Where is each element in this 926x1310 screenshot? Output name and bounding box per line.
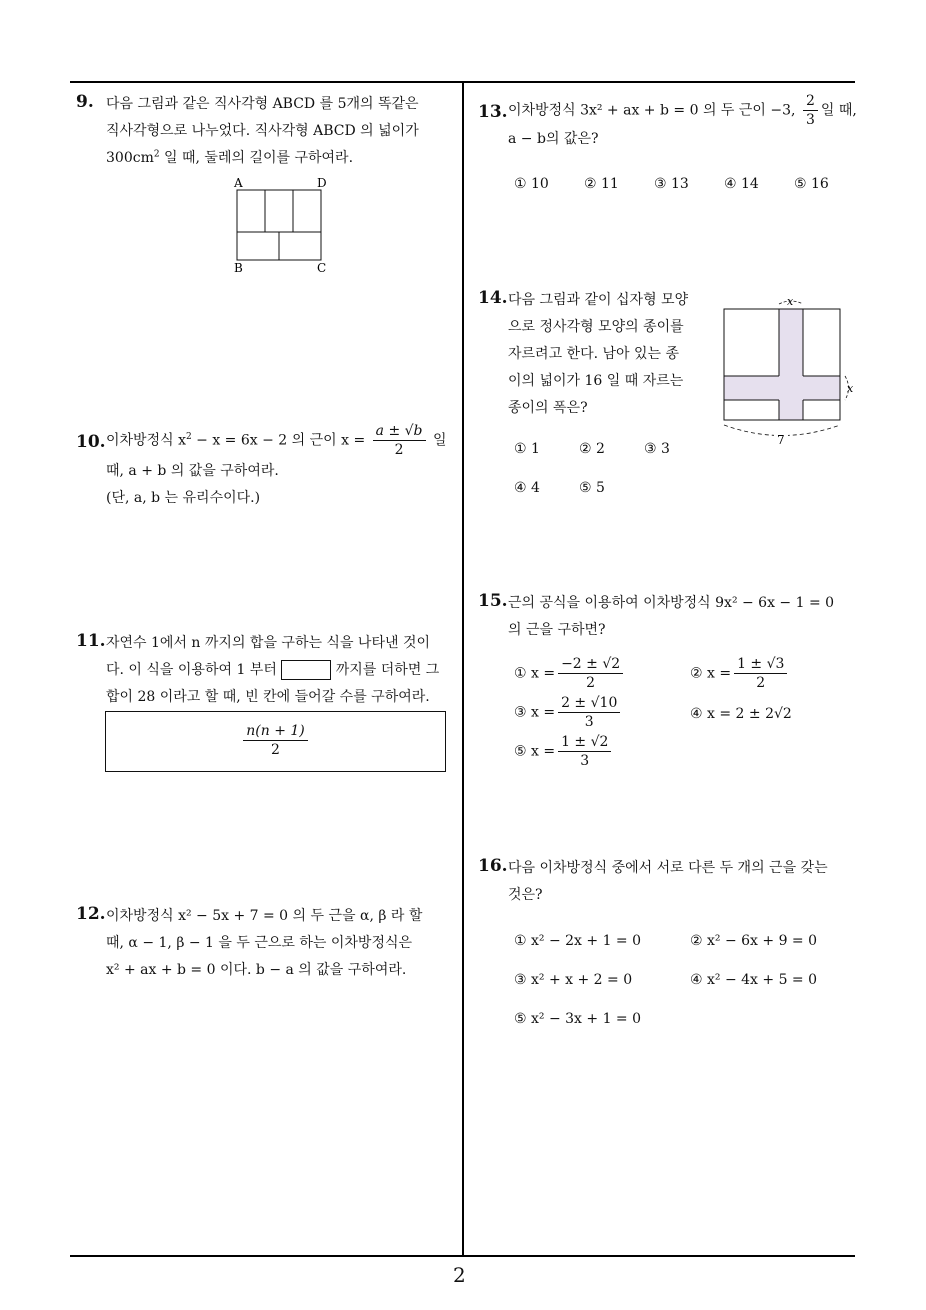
problem-text-line: 근의 공식을 이용하여 이차방정식 9x² − 6x − 1 = 0 bbox=[508, 595, 835, 611]
choice-4: ④ x² − 4x + 5 = 0 bbox=[690, 972, 818, 988]
choice-1: ① x = $\frac{-2 \pm √2}{2}$ bbox=[514, 655, 626, 692]
problem-number: 12. bbox=[76, 904, 106, 924]
problem-text-line: 것은? bbox=[508, 887, 543, 903]
choice-4: ④ 14 bbox=[724, 176, 759, 192]
problem-text-line: a − b의 값은? bbox=[508, 131, 599, 147]
formula-box: $\frac{n(n + 1)}{2}$ bbox=[105, 711, 446, 772]
width-label-right: x bbox=[847, 382, 854, 395]
problem-number: 14. bbox=[478, 288, 508, 308]
choice-4: ④ 4 bbox=[514, 480, 540, 496]
problem-number: 13. bbox=[478, 102, 508, 122]
choice-5: ⑤ 16 bbox=[794, 176, 829, 192]
choice-2: ② x = $\frac{1 \pm √3}{2}$ bbox=[690, 655, 790, 692]
problem-text-line: 이차방정식 x² − 5x + 7 = 0 의 두 근을 α, β 라 할 bbox=[106, 908, 423, 924]
rectangle-figure bbox=[226, 174, 336, 276]
problem-text-line: (단, a, b 는 유리수이다.) bbox=[106, 490, 261, 506]
choice-5: ⑤ x² − 3x + 1 = 0 bbox=[514, 1011, 642, 1027]
problem-text-line: 자르려고 한다. 남아 있는 종 bbox=[508, 346, 680, 362]
vertex-a-label: A bbox=[234, 176, 243, 190]
problem-text-line: 이의 넓이가 16 일 때 자르는 bbox=[508, 373, 684, 389]
problem-text-line: 때, a + b 의 값을 구하여라. bbox=[106, 463, 279, 479]
problem-text-line: 의 근을 구하면? bbox=[508, 622, 606, 638]
problem-text-line: 다음 그림과 같이 십자형 모양 bbox=[508, 292, 689, 308]
choice-1: ① 10 bbox=[514, 176, 549, 192]
problem-text-line: 다음 그림과 같은 직사각형 ABCD 를 5개의 똑같은 bbox=[106, 96, 419, 112]
problem-text-line: $300cm^2$ 일 때, 둘레의 길이를 구하여라. bbox=[106, 149, 354, 166]
problem-text-line: 종이의 폭은? bbox=[508, 400, 588, 416]
vertex-d-label: D bbox=[317, 176, 327, 190]
choice-5: ⑤ x = $\frac{1 \pm √2}{3}$ bbox=[514, 733, 614, 770]
choice-2: ② x² − 6x + 9 = 0 bbox=[690, 933, 818, 949]
page-number: 2 bbox=[453, 1263, 466, 1287]
choice-3: ③ x = $\frac{2 \pm √10}{3}$ bbox=[514, 694, 623, 731]
problem-text-line: 으로 정사각형 모양의 종이를 bbox=[508, 319, 684, 335]
problem-text-line: x² + ax + b = 0 이다. b − a 의 값을 구하여라. bbox=[106, 962, 407, 978]
choice-3: ③ 13 bbox=[654, 176, 689, 192]
problem-number: 11. bbox=[76, 631, 106, 651]
vertex-b-label: B bbox=[234, 261, 243, 275]
cross-shape-figure bbox=[716, 294, 856, 450]
column-divider bbox=[462, 81, 464, 1256]
problem-text-line: 이차방정식 $x^2 - x = 6x - 2$ 의 근이 x = $\frac{a \pm √b}{2}$ 일 bbox=[106, 423, 447, 458]
choice-1: ① 1 bbox=[514, 441, 540, 457]
problem-number: 16. bbox=[478, 856, 508, 876]
choice-1: ① x² − 2x + 1 = 0 bbox=[514, 933, 642, 949]
choice-2: ② 11 bbox=[584, 176, 619, 192]
width-label-top: x bbox=[787, 295, 794, 308]
problem-text-line: 자연수 1에서 n 까지의 합을 구하는 식을 나타낸 것이 bbox=[106, 635, 431, 651]
problem-text-line: 이차방정식 3x² + ax + b = 0 의 두 근이 −3, $\frac{2}{3}$ 일 때, bbox=[508, 93, 857, 128]
problem-text-line: 때, α − 1, β − 1 을 두 근으로 하는 이차방정식은 bbox=[106, 935, 413, 951]
problem-number: 10. bbox=[76, 432, 106, 452]
vertex-c-label: C bbox=[317, 261, 327, 275]
choice-3: ③ x² + x + 2 = 0 bbox=[514, 972, 633, 988]
problem-text-line: 다음 이차방정식 중에서 서로 다른 두 개의 근을 갖는 bbox=[508, 860, 828, 876]
problem-text-line: 합이 28 이라고 할 때, 빈 칸에 들어갈 수를 구하여라. bbox=[106, 689, 430, 705]
choice-3: ③ 3 bbox=[644, 441, 670, 457]
problem-text-line: 직사각형으로 나누었다. 직사각형 ABCD 의 넓이가 bbox=[106, 123, 419, 139]
problem-number: 15. bbox=[478, 591, 508, 611]
problem-number: 9. bbox=[76, 92, 94, 112]
side-length-label: 7 bbox=[777, 433, 785, 447]
choice-2: ② 2 bbox=[579, 441, 605, 457]
choice-5: ⑤ 5 bbox=[579, 480, 605, 496]
choice-4: ④ x = 2 ± 2√2 bbox=[690, 706, 792, 722]
problem-text-line: 다. 이 식을 이용하여 1 부터 까지를 더하면 그 bbox=[106, 662, 440, 678]
answer-blank-box bbox=[281, 660, 331, 680]
